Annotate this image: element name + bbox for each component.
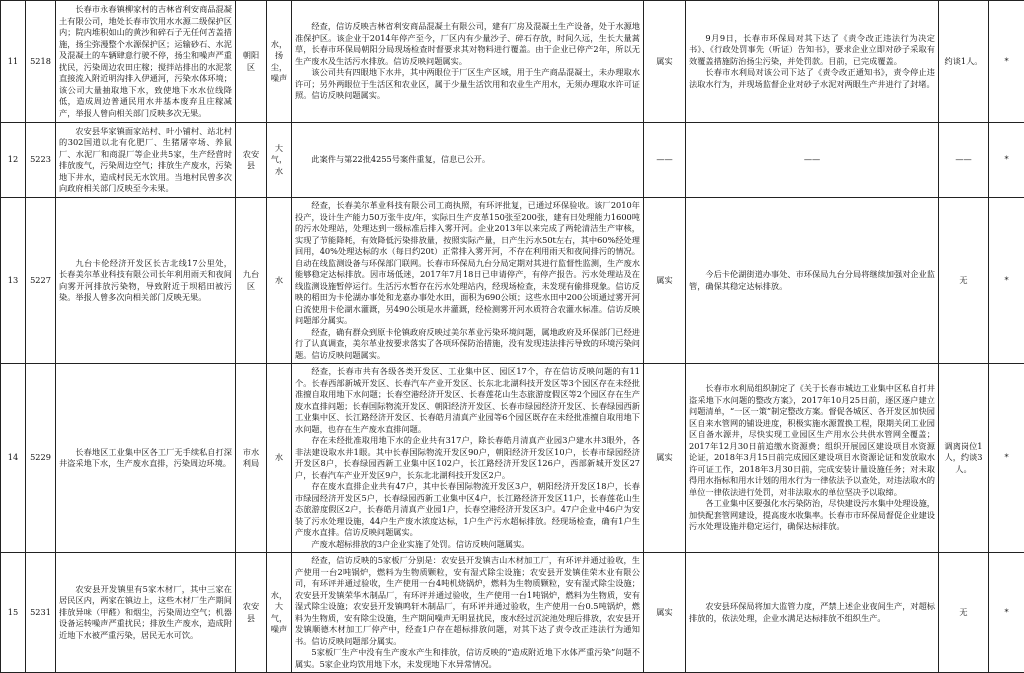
table-row [1, 123, 1024, 198]
complaint-text: 农安县华家镇面家站村、叶小铺村、站北村的302国道以北有化肥厂、生猪屠宰场、养鼠厂、水泥厂和商混厂等企业共5家，生产经营时排放废气，污染周边空气；排放生产废水，污染地下井水，造成村民无水饮用。当地村民曾多次向政府相关部门反映至今未果。 [56, 123, 236, 198]
accountability: 无 [939, 198, 989, 364]
handling-paragraph: 农安县环保局将加大监管力度，严禁上述企业夜间生产，对超标排放的，依法处理，企业水满足达标排放不组织生产。 [689, 601, 935, 624]
district: 农安县 [236, 123, 267, 198]
complaint-text: 农安县开发镇里有5家木材厂，其中三家在居民区内，两家在镇边上，这些木材厂生产期间排放异味（甲醛）和烟尘，污染周边空气；机器设备运转噪声严重扰民；排放生产废水，造成附近地下水被严重污染，居民无水可饮。 [56, 553, 236, 673]
verdict: 属实 [644, 1, 686, 123]
row-index: 15 [1, 553, 26, 673]
mark: * [989, 198, 1024, 364]
complaint-text: 长春地区工业集中区各工厂无手续私自打深井盗采地下水，生产废水直排，污染周边环境。 [56, 364, 236, 553]
handling-paragraph: 今后卡伦湖街道办事处、市环保局九台分局将继续加强对企业监管，确保其稳定达标排放。 [689, 269, 935, 292]
accountability: —— [939, 123, 989, 198]
investigation-paragraph: 此案件与第22批4255号案件重复，信息已公开。 [295, 154, 640, 166]
table-row [1, 1, 1024, 123]
district: 朝阳区 [236, 1, 267, 123]
investigation-result [292, 1, 644, 123]
investigation-paragraph: 该公司共有四眼地下水井，其中两眼位于厂区生产区域，用于生产商品混凝土，未办理取水许可；另外两眼位于生活区和农业区，属于少量生活饮用和农业生产用水，无须办理取水许可证照。信访反映问题属实。 [295, 67, 640, 102]
mark: * [989, 553, 1024, 673]
case-id: 5231 [26, 553, 56, 673]
verdict: 属实 [644, 553, 686, 673]
investigation-result [292, 364, 644, 553]
handling-paragraph: 长春市水利局对该公司下达了《责令改正通知书》，责令停止违法取水行为，并现场监督企业对砂子水泥对两眼生产井进行了封堵。 [689, 67, 935, 90]
investigation-paragraph: 产废水超标排放的3户企业实施了处罚。信访反映问题属实。 [295, 539, 640, 551]
investigation-paragraph: 经查，长春美尔革业科技有限公司工商执照，有环评批复，已通过环保验收。该厂2010年投产，设计生产能力50万张牛皮/年，实际日生产皮革150张至200张，建有日处理能力1600吨的污水处理站，处理达到一级标准后排入雾开河。企业2013年以来完成了两轮清洁生产审核，实现了节能降耗，有效降低污染排放量，按照实际产量，日产生污水50t左右，其中60%经处理回用，40%处理达标的水（每日约20t）正常排入雾开河，不存在利用雨天和夜间排污的情况。自动在线监测设备与环保部门联网。长春市环保局九台分局定期对其进行监督性监测，生产废水能够稳定达标排放。因市场低迷，2017年7月18日已申请停产，有停产报告。污水处理站及在线监测设施暂停运行。生活污水暂存在污水处理站内，经现场检查，未发现有偷排现象。信访反映的稻田为卡伦湖办事处和龙嘉办事处水田，面积为690公顷；这些水田中200公顷通过雾开河白流使用卡伦湖水灌溉，另490公顷是水井灌溉，经检测雾开河水质符合农灌水标准。信访反映问题部分属实。 [295, 200, 640, 327]
handling-measures [686, 123, 939, 198]
handling-measures [686, 1, 939, 123]
mark: * [989, 1, 1024, 123]
handling-paragraph: 长春市水利局组织制定了《关于长春市城边工业集中区私自打井盗采地下水问题的整改方案》，2017年10月25日前，逐区逐户建立问题清单，“一区一策”制定整改方案。督促各城区、各开发区加快园区自来水管网的铺设进度，积极实施水源置换工程，限期关闭工业园区自备水源井，尽快实现工业园区生产用水公共供水管网全覆盖；2017年12月30日前追缴水资源费；组织开展园区建设项目水资源论证，2018年3月15日前完成园区建设项目水资源论证和发放取水许可证工作，2018年3月30日前，完成安装计量设施任务；对未取得用水指标和用水计划的用水行为一律依法予以查处，对违法取水的单位一律依法进行处罚，对非法取水的单位坚决予以取缔。 [689, 383, 935, 498]
mark: * [989, 123, 1024, 198]
table-row [1, 198, 1024, 364]
investigation-paragraph: 经查，长春市共有各级各类开发区、工业集中区、园区17个，存在信访反映问题的有11个。长春西部新城开发区、长春汽车产业开发区、长东北北湖科技开发区等3个园区存在未经批准擅自取用地下水问题；长春空港经济开发区、长春莲花山生态旅游度假区等2个园区存在生产废水直排问题；长春国际物流开发区、朝阳经济开发区、长春市绿园经济开发区、长春绿园西新工业集中区、长江路经济开发区、长春皓月清真产业园等6个园区既存在未经批准擅自取用地下水问题，也存在生产废水直排问题。 [295, 366, 640, 435]
case-id: 5223 [26, 123, 56, 198]
case-id: 5218 [26, 1, 56, 123]
row-index: 14 [1, 364, 26, 553]
complaint-text: 九台卡伦经济开发区长吉北线17公里处，长春美尔革业科技有限公司长年利用雨天和夜间向雾开河排放污染物，导致附近于坝稻田被污染。举报人曾多次向相关部门反映无果。 [56, 198, 236, 364]
row-index: 13 [1, 198, 26, 364]
verdict: 属实 [644, 364, 686, 553]
pollution-type: 水，扬尘，噪声 [267, 1, 292, 123]
investigation-result [292, 123, 644, 198]
row-index: 11 [1, 1, 26, 123]
complaint-text: 长春市永春镇柳家村的吉林省利安商品混凝土有限公司，地处长春市饮用水水源二级保护区内；院内堆积如山的黄沙和碎石子无任何苫盖措施，扬尘弥漫整个水源保护区；运输砂石、水泥及混凝土的车辆肆意行驶不停，扬尘和噪声严重扰民，污染周边农田庄稼；搅拌站排出的水泥浆直接流入附近明沟排入伊通河，污染水体环境；该公司大量抽取地下水，致使地下水水位线降低，造成周边普通民用水井基本废弃且庄稼减产，举报人曾向相关部门反映多次无果。 [56, 1, 236, 123]
handling-measures [686, 198, 939, 364]
verdict: —— [644, 123, 686, 198]
investigation-result [292, 553, 644, 673]
mark: * [989, 364, 1024, 553]
case-id: 5229 [26, 364, 56, 553]
case-id: 5227 [26, 198, 56, 364]
pollution-type: 水，大气，噪声 [267, 553, 292, 673]
district: 农安县 [236, 553, 267, 673]
investigation-paragraph: 经查，信访反映吉林省利安商品混凝土有限公司，建有厂房及混凝土生产设备，处于水源地准保护区。该企业于2014年停产至今，厂区内有少量沙子、碎石存放，时间久远，生长大量蒿草，长春市环保局朝阳分局现场检查时督要求其对物料进行覆盖。由于企业已停产2年，所以无生产废水及生活污水排放。信访反映问题属实。 [295, 21, 640, 67]
table-row [1, 364, 1024, 553]
investigation-paragraph: 经查，信访反映的5家板厂分别是：农安县开发镇吉山木材加工厂，有环评并通过验收，生产使用一台2吨锅炉，燃料为生物质颗粒，安有湿式除尘设施；农安县开发镇佳荣木业有限公司，有环评并通过验收，生产使用一台4吨机烧锅炉，燃料为生物质颗粒，安有湿式除尘设施；农安县开发镇荣华木制品厂，有环评并通过验收，生产使用一台1吨锅炉，燃料为生物质，安有湿式除尘设施；农安县开发镇鸣轩木制品厂，有环评并通过验收，生产使用一台0.5吨锅炉，燃料为生物质，安有除尘设施，生产期间噪声无明显扰民，废水经过沉淀池处理后排放，农安县开发镇顺德木材加工厂停产中，经查1户存在超标排放问题，对其下达了责令改正违法行为通知书。信访反映问题部分属实。 [295, 555, 640, 647]
district: 九台区 [236, 198, 267, 364]
table-row [1, 553, 1024, 673]
verdict: 属实 [644, 198, 686, 364]
investigation-paragraph: 经查，确有群众到原卡伦镇政府反映过美尔革业污染环境问题，属地政府及环保部门已经进行了认真调查，美尔革业按要求落实了各项环保防治措施，没有发现违法排污导致的环境污染问题。信访反映问题属实。 [295, 327, 640, 362]
handling-paragraph: —— [804, 154, 820, 164]
accountability: 调离岗位1人，约谈3人。 [939, 364, 989, 553]
accountability: 约谈1人。 [939, 1, 989, 123]
accountability: 无 [939, 553, 989, 673]
pollution-type: 水 [267, 364, 292, 553]
investigation-result [292, 198, 644, 364]
row-index: 12 [1, 123, 26, 198]
handling-paragraph: 9月9日，长春市环保局对其下达了《责令改正违法行为决定书》、《行政处罚事先（听证）告知书》，要求企业立即对砂子采取有效覆盖措施防治扬尘污染，并处罚款。目前，已完成覆盖。 [689, 33, 935, 68]
handling-paragraph: 各工业集中区要强化水污染防治，尽快建设污水集中处理设施，加快配套管网建设，提高废水收集率。长春市市环保局督促企业建设污水处理设施并稳定运行，确保达标排放。 [689, 498, 935, 533]
pollution-type: 大气，水 [267, 123, 292, 198]
investigation-paragraph: 5家板厂生产中没有生产废水产生和排放，信访反映的“造成附近地下水体严重污染”问题不属实。5家企业均饮用地下水，未发现地下水异常情况。 [295, 647, 640, 670]
investigation-paragraph: 存在废水直排企业共有47户，其中长春国际物流开发区3户，朝阳经济开发区18户，长春市绿园经济开发区5户，长春绿园西新工业集中区4户，长江路经济开发区11户，长春莲花山生态旅游度假区2户，长春皓月清真产业园1户，长春空港经济开发区3户。47户企业中46户为安装了污水处理设施，44户生产废水浓度达标，1户生产污水超标排放。经现场检查，确有1户生产废水直排。信访反映问题属实。 [295, 481, 640, 539]
handling-measures [686, 553, 939, 673]
pollution-type: 水 [267, 198, 292, 364]
district: 市水利局 [236, 364, 267, 553]
handling-measures [686, 364, 939, 553]
investigation-paragraph: 存在未经批准取用地下水的企业共有317户，除长春皓月清真产业园3户建水井3眼外，各非法建设取水井1眼。其中长春国际物流开发区90户，朝阳经济开发区10户，长春市绿园经济开发区8户，长春绿园西新工业集中区102户，长江路经济开发区126户，西部新城开发区27户，长春汽车产业开发区9户，长东北北湖科技开发区2户。 [295, 435, 640, 481]
